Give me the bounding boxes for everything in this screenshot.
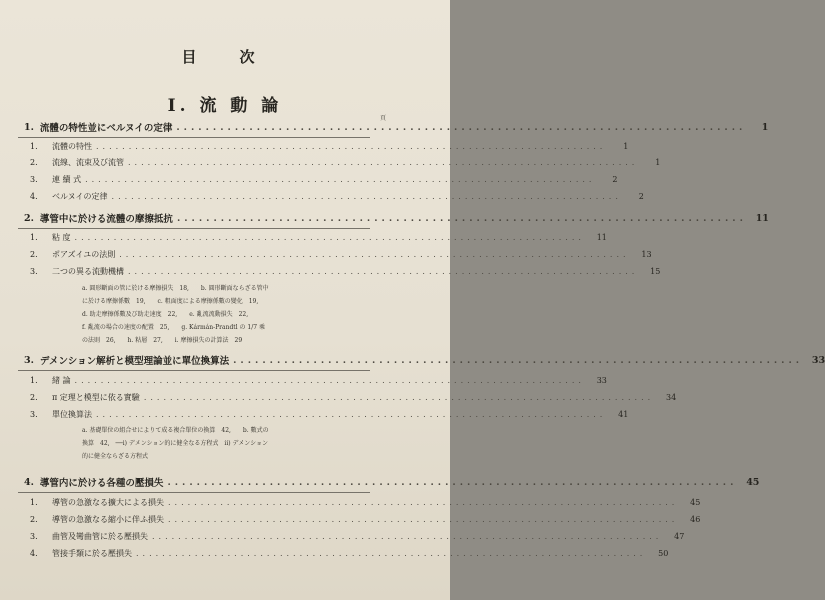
subsection-detail: の法則 26, h. 粘層 27, i. 摩擦損失の計算法 29 <box>82 337 243 344</box>
item-title: ベルヌイの定律 <box>52 191 108 201</box>
item-number: 2. <box>30 392 38 402</box>
chapter-number: 4. <box>24 476 34 488</box>
item-number: 1. <box>30 375 38 385</box>
item-title: 導管の急激なる擴大による損失 <box>52 497 164 507</box>
leader-dots: .............................................................................. <box>176 212 747 224</box>
chapter-page: 1 <box>761 121 769 133</box>
item-page: 2 <box>638 191 644 201</box>
item-title: 二つの異る流動機構 <box>52 266 124 276</box>
item-page: 15 <box>650 266 661 276</box>
item-number: 1. <box>30 141 38 151</box>
leader-dots: .............................................................................. <box>119 249 630 259</box>
item-page: 13 <box>641 249 652 259</box>
toc-item[interactable] <box>30 247 652 261</box>
toc-item[interactable] <box>30 495 701 509</box>
leader-dots: .............................................................................. <box>167 476 738 488</box>
subsection-detail: d. 助走摩擦係數及び助走速度 22, e. 亂流流動損失 22, <box>82 311 249 318</box>
chapter-divider <box>18 492 370 493</box>
leader-dots: .............................................................................. <box>74 232 585 242</box>
item-page: 11 <box>596 232 607 242</box>
leader-dots: .............................................................................. <box>176 121 747 133</box>
leader-dots: .............................................................................. <box>111 191 622 201</box>
leader-dots: .............................................................................. <box>136 548 647 558</box>
toc-item[interactable] <box>30 407 629 421</box>
item-title: 流線、流束及び流管 <box>52 157 124 167</box>
toc-item[interactable] <box>30 546 669 560</box>
leader-dots: .............................................................................. <box>74 375 585 385</box>
item-number: 1. <box>30 497 38 507</box>
chapter-divider <box>18 370 370 371</box>
chapter-page: 11 <box>755 212 769 224</box>
toc-item[interactable] <box>30 373 607 387</box>
chapter-number: 1. <box>24 121 34 133</box>
item-number: 2. <box>30 157 38 167</box>
item-page: 33 <box>596 375 607 385</box>
leader-dots: .............................................................................. <box>168 497 679 507</box>
item-number: 2. <box>30 249 38 259</box>
toc-item[interactable] <box>30 189 644 203</box>
item-number: 3. <box>30 266 38 276</box>
toc-item[interactable] <box>30 264 661 278</box>
item-page: 45 <box>690 497 701 507</box>
chapter-title: 流體の特性並にベルヌイの定律 <box>39 123 173 134</box>
toc-item[interactable] <box>30 155 661 169</box>
item-page: 34 <box>665 392 677 402</box>
item-title: π 定理と模型に依る實驗 <box>52 392 140 402</box>
toc-item[interactable] <box>30 390 677 404</box>
leader-dots: .............................................................................. <box>168 514 679 524</box>
item-number: 2. <box>30 514 38 524</box>
toc-chapter-2[interactable] <box>24 211 769 225</box>
page-title: 目 次 <box>181 48 269 66</box>
page-column-label: 頁 <box>380 115 387 122</box>
item-title: 流體の特性 <box>52 141 92 151</box>
toc-chapter-4[interactable] <box>24 475 760 489</box>
subsection-detail: f. 亂流の場合の速度の配置 25, g. Kármán-Prandtl の 1/7 乘 <box>82 324 266 331</box>
item-number: 4. <box>30 548 38 558</box>
item-title: 導管の急激なる縮小に伴ふ損失 <box>52 514 164 524</box>
toc-item[interactable] <box>30 172 618 186</box>
leader-dots: .............................................................................. <box>128 157 639 167</box>
part-heading: I. 流 動 論 <box>167 96 283 116</box>
chapter-number: 3. <box>24 354 34 366</box>
toc-item[interactable] <box>30 139 629 153</box>
leader-dots: .............................................................................. <box>96 141 607 151</box>
chapter-title: デメンション解析と模型理論並に單位換算法 <box>39 356 230 367</box>
chapter-number: 2. <box>24 212 34 224</box>
subsection-detail: に於ける摩擦係數 19, c. 粗面度による摩擦係數の變化 19, <box>82 298 259 305</box>
subsection-detail: a. 圓形斷面の管に於ける摩擦損失 18, b. 圓形斷面ならざる管中 <box>82 285 269 292</box>
item-page: 41 <box>618 409 629 419</box>
item-page: 46 <box>690 514 701 524</box>
item-title: 粘 度 <box>52 232 71 242</box>
item-title: 單位換算法 <box>52 409 92 419</box>
chapter-divider <box>18 137 370 138</box>
item-title: ポアズイユの法則 <box>52 249 116 259</box>
leader-dots: .............................................................................. <box>143 392 655 402</box>
chapter-title: 導管中に於ける流體の摩擦抵抗 <box>39 214 173 225</box>
subsection-detail: 換算 42, ──i) デメンション的に健全なる方程式 ii) デメンション <box>82 440 269 447</box>
item-number: 3. <box>30 174 38 184</box>
leader-dots: .............................................................................. <box>233 354 804 366</box>
toc-chapter-3[interactable] <box>24 353 825 367</box>
toc-item[interactable] <box>30 512 701 526</box>
leader-dots: .............................................................................. <box>128 266 639 276</box>
leader-dots: .............................................................................. <box>85 174 596 184</box>
item-page: 47 <box>674 531 685 541</box>
item-page: 2 <box>612 174 618 184</box>
item-title: 緒 論 <box>52 375 71 385</box>
toc-item[interactable] <box>30 529 685 543</box>
item-title: 曲管及彎曲管に於る壓損失 <box>52 531 148 541</box>
leader-dots: .............................................................................. <box>96 409 607 419</box>
chapter-divider <box>18 228 370 229</box>
toc-chapter-1[interactable] <box>24 120 769 134</box>
item-number: 3. <box>30 531 38 541</box>
chapter-page: 45 <box>746 476 760 488</box>
item-page: 1 <box>623 141 629 151</box>
subsection-detail: a. 基礎單位の組合せによりて成る複合單位の換算 42, b. 數式の <box>82 427 269 434</box>
item-title: 連 續 式 <box>52 174 82 184</box>
leader-dots: .............................................................................. <box>152 531 663 541</box>
item-page: 50 <box>658 548 669 558</box>
chapter-title: 導管内に於ける各種の壓損失 <box>39 478 164 489</box>
item-title: 管接手類に於る壓損失 <box>52 548 132 558</box>
item-number: 1. <box>30 232 38 242</box>
item-number: 4. <box>30 191 38 201</box>
chapter-page: 33 <box>811 354 825 366</box>
subsection-detail: 的に健全ならざる方程式 <box>82 453 149 460</box>
item-page: 1 <box>655 157 661 167</box>
item-number: 3. <box>30 409 38 419</box>
toc-item[interactable] <box>30 230 607 244</box>
